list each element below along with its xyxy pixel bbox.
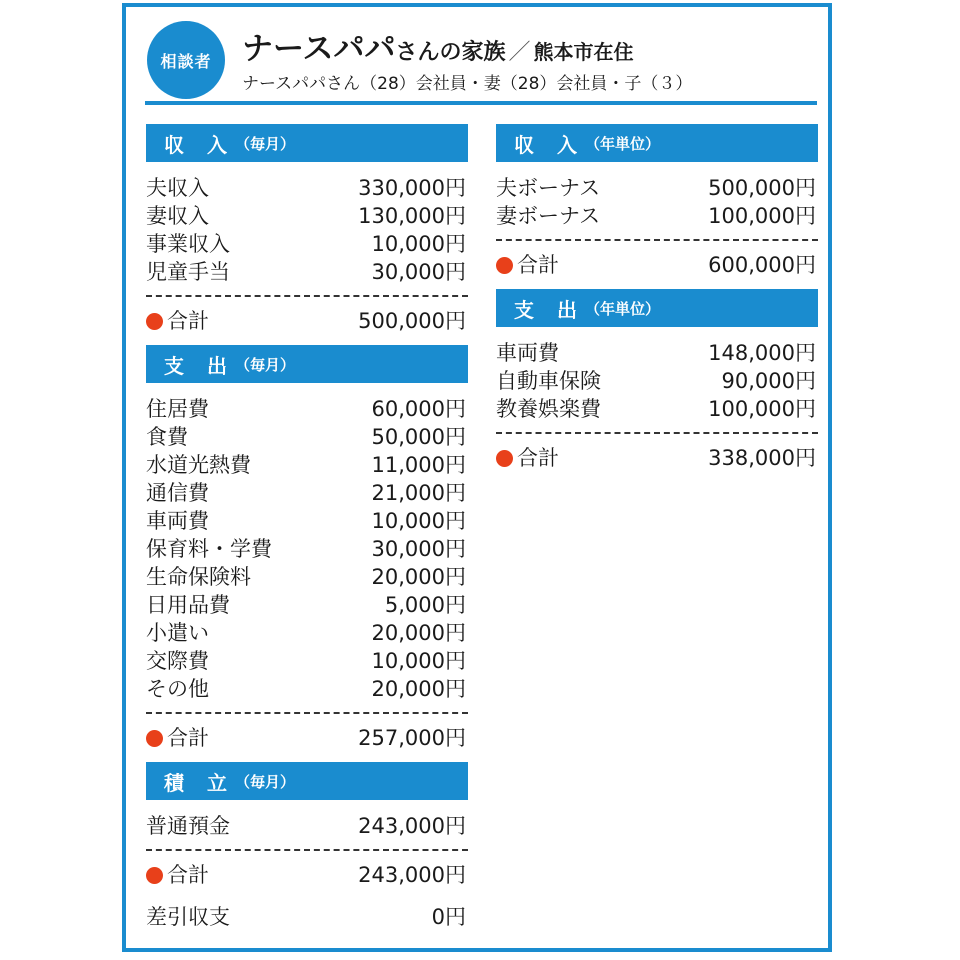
item-value: 10,000円 (371, 509, 466, 533)
total-label: 合計 (167, 863, 209, 887)
list-item (146, 173, 468, 201)
total-row (146, 859, 468, 889)
consultant-badge: 相談者 (147, 21, 225, 99)
item-label: 夫収入 (146, 176, 209, 200)
section-subtitle: （毎月） (234, 134, 295, 153)
item-value: 60,000円 (371, 397, 466, 421)
section-subtitle: （毎月） (234, 355, 295, 374)
dashed-divider (146, 295, 468, 297)
item-value: 100,000円 (708, 397, 816, 421)
total-label: 合計 (517, 446, 559, 470)
item-value: 243,000円 (358, 814, 466, 838)
list-item (496, 394, 818, 422)
family-location: 熊本市在住 (533, 40, 634, 64)
total-row (496, 249, 818, 279)
section-title: 積 立 (164, 770, 235, 795)
bullet-icon (496, 450, 513, 467)
item-value: 30,000円 (371, 537, 466, 561)
total-value: 257,000円 (358, 726, 466, 750)
total-label: 合計 (167, 309, 209, 333)
family-name: ナースパパ (242, 31, 396, 67)
list-item (496, 366, 818, 394)
item-label: 車両費 (146, 509, 209, 533)
list-item (496, 201, 818, 229)
total-label: 合計 (167, 726, 209, 750)
bullet-icon (146, 313, 163, 330)
total-value: 338,000円 (708, 446, 816, 470)
balance-row (146, 901, 468, 931)
section-header-monthly-expense (146, 345, 468, 383)
item-value: 10,000円 (371, 232, 466, 256)
item-value: 10,000円 (371, 649, 466, 673)
item-value: 50,000円 (371, 425, 466, 449)
item-label: 車両費 (496, 341, 559, 365)
section-subtitle: （毎月） (234, 772, 295, 791)
total-row (496, 442, 818, 472)
item-value: 20,000円 (371, 565, 466, 589)
list-item (146, 257, 468, 285)
item-label: 普通預金 (146, 814, 230, 838)
list-item (496, 173, 818, 201)
list-item (146, 506, 468, 534)
list-item (146, 422, 468, 450)
item-value: 130,000円 (358, 204, 466, 228)
item-value: 100,000円 (708, 204, 816, 228)
title-separator: ／ (508, 40, 531, 65)
dashed-divider (496, 432, 818, 434)
item-value: 30,000円 (371, 260, 466, 284)
list-item (146, 201, 468, 229)
list-item (146, 478, 468, 506)
section-header-annual-income (496, 124, 818, 162)
list-item (146, 229, 468, 257)
item-value: 20,000円 (371, 677, 466, 701)
list-item (146, 534, 468, 562)
item-label: その他 (146, 677, 209, 701)
section-title: 収 入 (164, 132, 235, 157)
list-item (146, 450, 468, 478)
total-value: 500,000円 (358, 309, 466, 333)
section-subtitle: （年単位） (584, 134, 660, 153)
list-item (146, 618, 468, 646)
family-members: ナースパパさん（28）会社員・妻（28）会社員・子（３） (242, 74, 693, 94)
family-suffix: さんの家族 (395, 40, 506, 65)
balance-value: 0円 (431, 905, 466, 929)
balance-label: 差引収支 (146, 905, 230, 929)
section-subtitle: （年単位） (584, 299, 660, 318)
item-label: 水道光熱費 (146, 453, 251, 477)
list-item (146, 811, 468, 839)
family-title (242, 23, 633, 68)
item-label: 日用品費 (146, 593, 230, 617)
section-header-annual-expense (496, 289, 818, 327)
total-label: 合計 (517, 253, 559, 277)
item-label: 妻ボーナス (496, 204, 601, 228)
list-item (146, 562, 468, 590)
section-header-monthly-savings (146, 762, 468, 800)
item-label: 自動車保険 (496, 369, 601, 393)
bullet-icon (496, 257, 513, 274)
item-label: 夫ボーナス (496, 176, 601, 200)
item-value: 11,000円 (371, 453, 466, 477)
item-label: 児童手当 (146, 260, 230, 284)
section-title: 支 出 (164, 353, 235, 378)
total-value: 600,000円 (708, 253, 816, 277)
dashed-divider (146, 712, 468, 714)
item-label: 交際費 (146, 649, 209, 673)
total-value: 243,000円 (358, 863, 466, 887)
section-header-monthly-income (146, 124, 468, 162)
list-item (146, 590, 468, 618)
dashed-divider (146, 849, 468, 851)
dashed-divider (496, 239, 818, 241)
consultation-card (122, 3, 832, 952)
section-title: 支 出 (514, 297, 585, 322)
section-title: 収 入 (514, 132, 585, 157)
item-label: 食費 (146, 425, 188, 449)
item-value: 21,000円 (371, 481, 466, 505)
item-value: 5,000円 (384, 593, 466, 617)
list-item (496, 338, 818, 366)
list-item (146, 674, 468, 702)
item-value: 500,000円 (708, 176, 816, 200)
item-value: 90,000円 (721, 369, 816, 393)
item-label: 小遣い (146, 621, 209, 645)
right-column (496, 124, 818, 472)
item-label: 住居費 (146, 397, 209, 421)
left-column (146, 124, 468, 931)
header-divider (145, 101, 817, 105)
item-label: 通信費 (146, 481, 209, 505)
total-row (146, 722, 468, 752)
total-row (146, 305, 468, 335)
item-label: 妻収入 (146, 204, 209, 228)
bullet-icon (146, 730, 163, 747)
item-label: 生命保険料 (146, 565, 251, 589)
item-label: 教養娯楽費 (496, 397, 601, 421)
bullet-icon (146, 867, 163, 884)
item-label: 保育料・学費 (146, 537, 272, 561)
list-item (146, 394, 468, 422)
item-value: 330,000円 (358, 176, 466, 200)
list-item (146, 646, 468, 674)
item-value: 148,000円 (708, 341, 816, 365)
item-label: 事業収入 (146, 232, 230, 256)
item-value: 20,000円 (371, 621, 466, 645)
